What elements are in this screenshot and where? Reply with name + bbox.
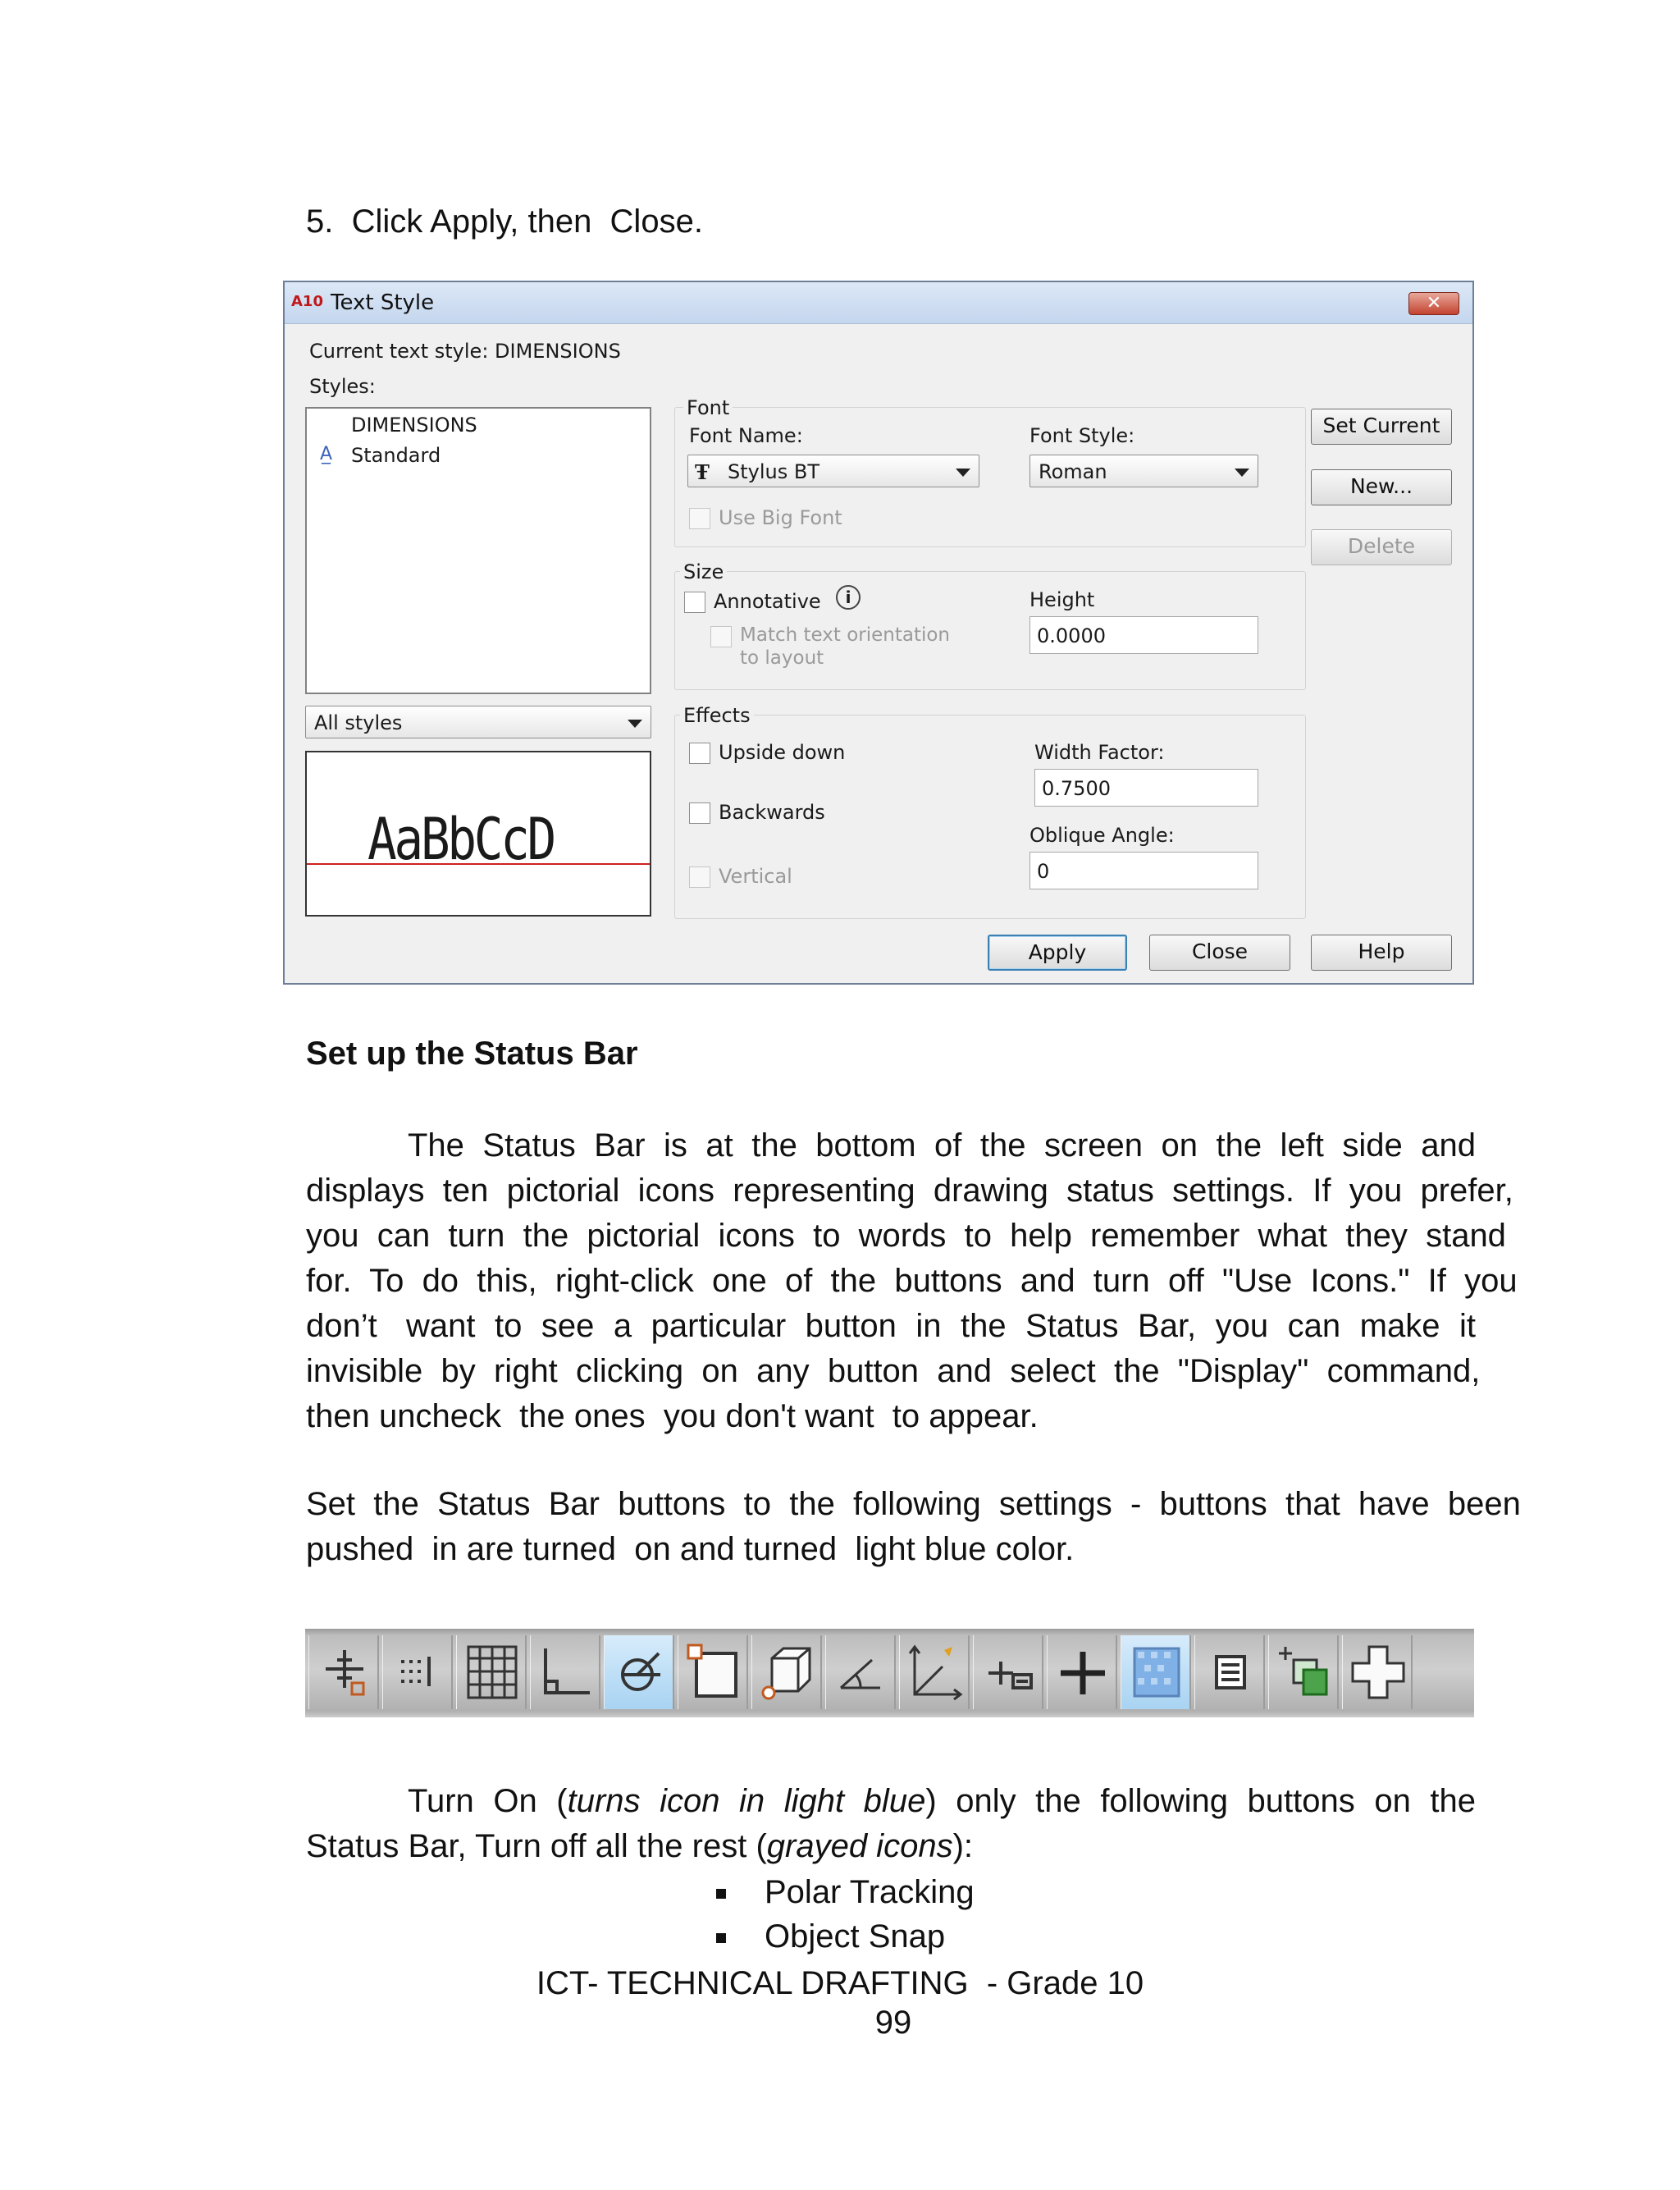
polar-tracking-icon[interactable] (604, 1635, 674, 1709)
oblique-angle-value: 0 (1037, 860, 1050, 883)
annotative-checkbox[interactable] (684, 592, 705, 613)
paragraph-line: then uncheck the ones you don't want to appear. (306, 1398, 1039, 1434)
dynamic-ucs-icon[interactable] (899, 1635, 970, 1709)
annotative-icon: A̲ (320, 444, 333, 464)
font-style-label: Font Style: (1029, 424, 1135, 447)
font-name-select[interactable] (687, 455, 979, 487)
ortho-mode-icon[interactable] (530, 1635, 600, 1709)
turn-on-paragraph (306, 1779, 1476, 1869)
upside-down-checkbox[interactable] (689, 743, 710, 764)
font-name-value: Stylus BT (728, 460, 819, 483)
paragraph-line: for. To do this, right-click one of the buttons and turn off "Use Icons." If you (306, 1263, 1518, 1299)
dialog-title: Text Style (331, 290, 435, 315)
lineweight-icon[interactable] (1047, 1635, 1117, 1709)
styles-filter-value: All styles (314, 711, 403, 734)
match-orientation-label: Match text orientation (740, 624, 951, 646)
3d-object-snap-icon[interactable] (751, 1635, 822, 1709)
grid-display-icon[interactable] (456, 1635, 527, 1709)
font-style-select[interactable] (1029, 455, 1258, 487)
font-group-label: Font (683, 396, 733, 419)
backwards-label: Backwards (719, 801, 825, 824)
object-snap-icon[interactable] (678, 1635, 748, 1709)
match-orientation-label-2: to layout (740, 647, 824, 669)
object-snap-tracking-icon[interactable] (825, 1635, 896, 1709)
step-instruction: 5. Click Apply, then Close. (306, 203, 703, 240)
font-style-value: Roman (1039, 460, 1107, 483)
grid-dots-icon[interactable] (382, 1635, 453, 1709)
turn-on-line-2 (306, 1824, 1476, 1869)
text-style-dialog (283, 281, 1474, 985)
paragraph-line: displays ten pictorial icons representing drawing status settings. If you prefer, (306, 1173, 1513, 1209)
effects-group (674, 704, 1306, 919)
dynamic-input-icon[interactable] (973, 1635, 1043, 1709)
current-style-label: Current text style: DIMENSIONS (309, 340, 621, 363)
paragraph-line: pushed in are turned on and turned light blue color. (306, 1531, 1075, 1567)
dialog-titlebar (285, 282, 1472, 324)
new-style-button[interactable]: New... (1311, 469, 1452, 505)
help-button[interactable]: Help (1311, 935, 1452, 971)
height-value: 0.0000 (1037, 624, 1106, 647)
paragraph-line: The Status Bar is at the bottom of the screen on the left side and (408, 1127, 1476, 1164)
close-button[interactable]: Close (1149, 935, 1290, 971)
transparency-icon[interactable] (1121, 1635, 1191, 1709)
turn-on-text: Turn On ( (408, 1783, 568, 1819)
backwards-checkbox[interactable] (689, 802, 710, 824)
truetype-font-icon: Ŧ (695, 460, 710, 484)
bullet-square-icon (716, 1889, 726, 1899)
vertical-label: Vertical (719, 865, 792, 888)
snap-mode-icon[interactable] (308, 1635, 379, 1709)
oblique-angle-input[interactable] (1029, 852, 1258, 889)
turn-on-text: ) only the following buttons on the (925, 1783, 1476, 1819)
width-factor-input[interactable] (1034, 769, 1258, 807)
list-item-standard[interactable]: Standard (351, 444, 441, 467)
autocad-app-icon: A10 (291, 293, 323, 310)
width-factor-value: 0.7500 (1042, 777, 1111, 800)
status-bar-screenshot (305, 1629, 1474, 1717)
match-orientation-checkbox[interactable] (710, 626, 732, 647)
style-preview (305, 751, 651, 917)
font-name-label: Font Name: (689, 424, 803, 447)
use-big-font-label: Use Big Font (719, 506, 842, 529)
upside-down-label: Upside down (719, 741, 846, 764)
turn-on-italic: turns icon in light blue (567, 1783, 926, 1819)
styles-label: Styles: (309, 375, 376, 398)
styles-listbox[interactable] (305, 407, 651, 694)
close-window-icon[interactable]: ✕ (1408, 292, 1459, 315)
turn-on-line-1 (306, 1779, 1476, 1824)
paragraph-line: you can turn the pictorial icons to words to help remember what they stand (306, 1218, 1506, 1254)
height-input[interactable] (1029, 616, 1258, 654)
width-factor-label: Width Factor: (1034, 741, 1165, 764)
chevron-down-icon (628, 720, 642, 728)
size-group-label: Size (680, 560, 727, 583)
footer-title: ICT- TECHNICAL DRAFTING - Grade 10 (536, 1965, 1144, 2001)
bullet-item: Polar Tracking (765, 1874, 975, 1910)
apply-button[interactable]: Apply (988, 935, 1127, 971)
info-icon[interactable]: i (836, 585, 861, 610)
selection-cycling-icon[interactable] (1268, 1635, 1339, 1709)
page-number: 99 (874, 2005, 912, 2041)
paragraph-settings (306, 1482, 1521, 1572)
paragraph-line: invisible by right clicking on any button and select the "Display" command, (306, 1353, 1481, 1389)
grayed-italic: grayed icons (766, 1828, 953, 1864)
turn-off-text: Status Bar, Turn off all the rest ( (306, 1828, 767, 1864)
preview-text: AaBbCcD (368, 806, 554, 873)
font-group (674, 396, 1306, 547)
quick-properties-icon[interactable] (1194, 1635, 1265, 1709)
use-big-font-checkbox[interactable] (689, 508, 710, 529)
styles-filter-select[interactable] (305, 706, 651, 738)
effects-group-label: Effects (680, 704, 754, 727)
chevron-down-icon (956, 469, 970, 477)
turn-off-text: ): (952, 1828, 973, 1864)
delete-style-button[interactable]: Delete (1311, 529, 1452, 565)
paragraph-line: don’t want to see a particular button in the Status Bar, you can make it (306, 1308, 1476, 1344)
annotation-monitor-icon[interactable] (1342, 1635, 1413, 1709)
size-group (674, 560, 1306, 690)
paragraph-status-bar (306, 1123, 1518, 1439)
set-current-button[interactable]: Set Current (1311, 409, 1452, 445)
vertical-checkbox[interactable] (689, 866, 710, 888)
height-label: Height (1029, 588, 1095, 611)
list-item-dimensions[interactable]: DIMENSIONS (351, 414, 477, 437)
annotative-label: Annotative (714, 590, 821, 613)
oblique-angle-label: Oblique Angle: (1029, 824, 1175, 847)
bullet-square-icon (716, 1933, 726, 1943)
bullet-item: Object Snap (765, 1918, 946, 1955)
section-heading: Set up the Status Bar (306, 1036, 638, 1072)
chevron-down-icon (1235, 469, 1249, 477)
paragraph-line: Set the Status Bar buttons to the following settings - buttons that have been (306, 1486, 1521, 1522)
